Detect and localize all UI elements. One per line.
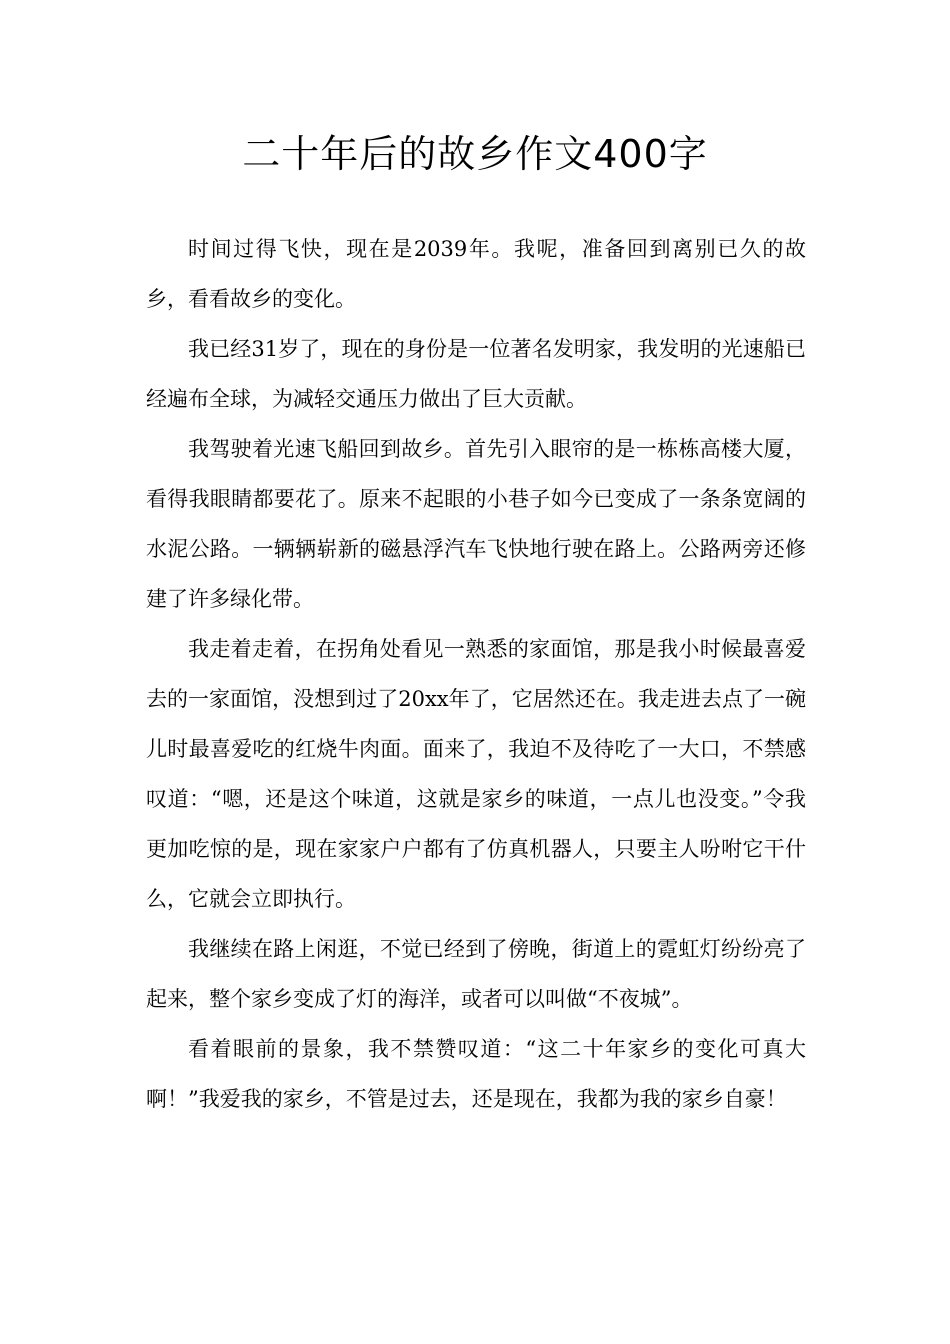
paragraph-4: 我走着走着，在拐角处看见一熟悉的家面馆，那是我小时候最喜爱去的一家面馆，没想到过了20xx年了，它居然还在。我走进去点了一碗儿时最喜爱吃的红烧牛肉面。面来了，我迫不及待吃了一大口，不禁感叹道：“嗯，还是这个味道，这就是家乡的味道，一点儿也没变。”令我更加吃惊的是，现在家家户户都有了仿真机器人，只要主人吩咐它干什么，它就会立即执行。 bbox=[146, 637, 806, 911]
paragraph-2: 我已经31岁了，现在的身份是一位著名发明家，我发明的光速船已经遍布全球，为减轻交通压力做出了巨大贡献。 bbox=[146, 337, 806, 411]
paragraph-1: 时间过得飞快，现在是2039年。我呢，准备回到离别已久的故乡，看看故乡的变化。 bbox=[146, 237, 806, 311]
paragraph-3: 我驾驶着光速飞船回到故乡。首先引入眼帘的是一栋栋高楼大厦，看得我眼睛都要花了。原来不起眼的小巷子如今已变成了一条条宽阔的水泥公路。一辆辆崭新的磁悬浮汽车飞快地行驶在路上。公路两旁还修建了许多绿化带。 bbox=[146, 437, 806, 611]
paragraph-6: 看着眼前的景象，我不禁赞叹道：“这二十年家乡的变化可真大啊！”我爱我的家乡，不管是过去，还是现在，我都为我的家乡自豪！ bbox=[146, 1037, 806, 1111]
document-body bbox=[146, 224, 806, 1124]
document-title: 二十年后的故乡作文400字 bbox=[242, 132, 708, 176]
paragraph-5: 我继续在路上闲逛，不觉已经到了傍晚，街道上的霓虹灯纷纷亮了起来，整个家乡变成了灯的海洋，或者可以叫做“不夜城”。 bbox=[146, 937, 806, 1011]
